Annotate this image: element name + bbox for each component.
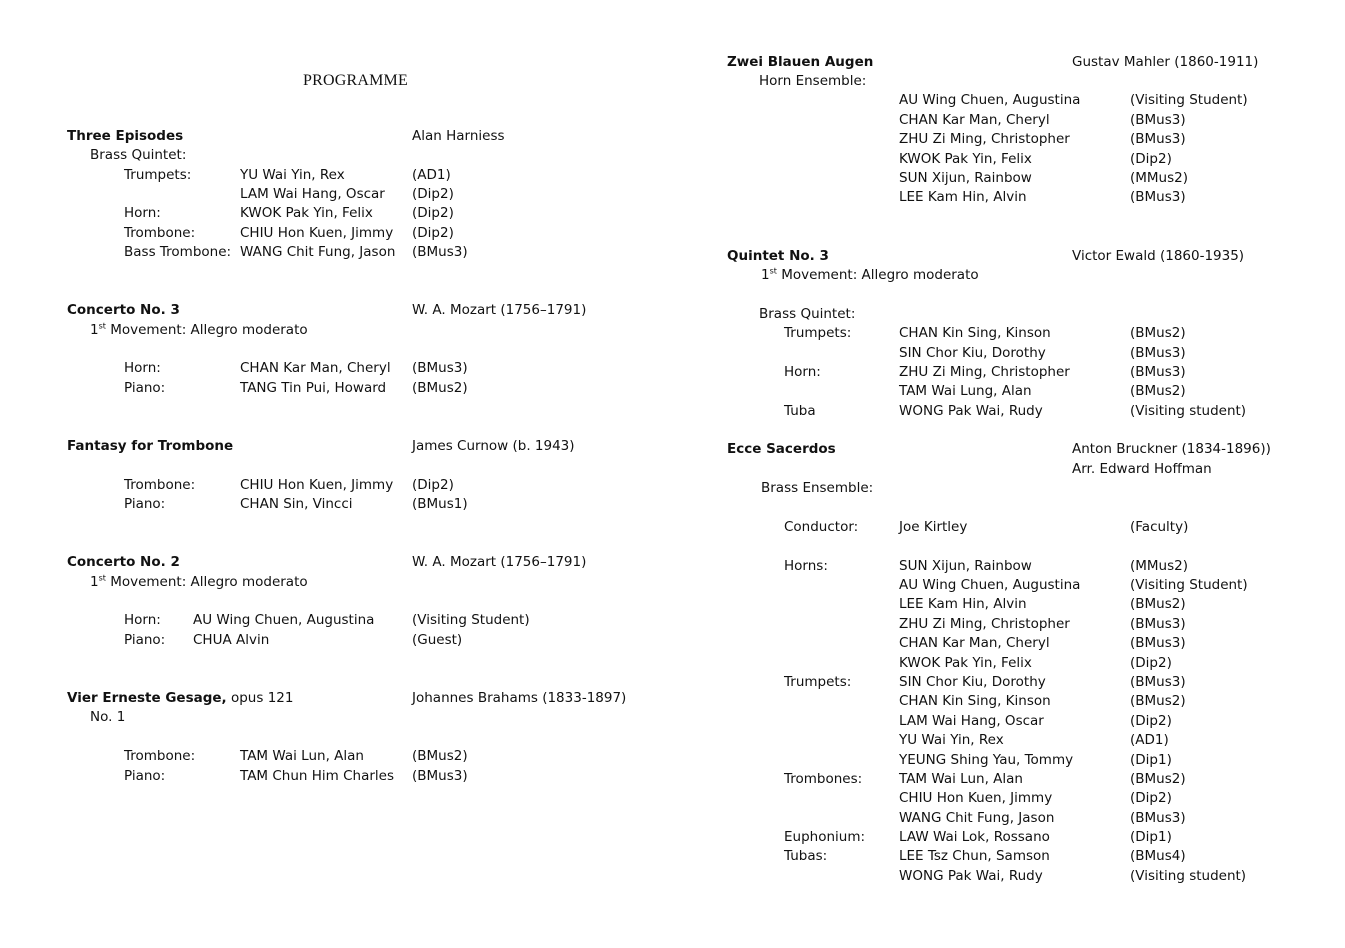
piece-title: Zwei Blauen Augen — [727, 54, 874, 70]
performer-name: TAM Wai Lung, Alan — [899, 383, 1032, 399]
performer-name: SUN Xijun, Rainbow — [899, 558, 1032, 574]
performer-name: LAM Wai Hang, Oscar — [899, 713, 1044, 729]
role-label: Horns: — [784, 558, 828, 574]
performer-name: TAM Wai Lun, Alan — [240, 748, 364, 764]
movement-label: No. 1 — [90, 709, 126, 725]
performer-name: TANG Tin Pui, Howard — [240, 380, 387, 396]
performer-name: Joe Kirtley — [899, 519, 968, 535]
role-label: Trumpets: — [124, 167, 192, 183]
performer-level: (Visiting Student) — [1130, 577, 1248, 593]
performer-name: YU Wai Yin, Rex — [899, 732, 1004, 748]
performer-name: CHAN Kar Man, Cheryl — [899, 112, 1050, 128]
performer-level: (Visiting Student) — [412, 612, 530, 628]
movement-text: Movement: Allegro moderato — [776, 267, 979, 283]
performer-name: ZHU Zi Ming, Christopher — [899, 616, 1070, 632]
performer-name: WANG Chit Fung, Jason — [240, 244, 396, 260]
performer-name: CHAN Sin, Vincci — [240, 496, 353, 512]
performer-level: (Dip2) — [412, 205, 454, 221]
performer-level: (BMus3) — [1130, 635, 1186, 651]
composer: Anton Bruckner (1834-1896)) — [1072, 441, 1271, 457]
role-label: Horn: — [124, 612, 161, 628]
performer-level: (Faculty) — [1130, 519, 1189, 535]
performer-level: (Dip2) — [1130, 655, 1172, 671]
piece-title: Quintet No. 3 — [727, 248, 829, 264]
performer-name: LEE Kam Hin, Alvin — [899, 189, 1027, 205]
performer-name: LEE Tsz Chun, Samson — [899, 848, 1050, 864]
piece-title-line — [67, 689, 293, 708]
performer-name: ZHU Zi Ming, Christopher — [899, 364, 1070, 380]
role-label: Trombone: — [124, 225, 196, 241]
performer-level: (BMus2) — [1130, 325, 1186, 341]
performer-name: CHAN Kin Sing, Kinson — [899, 325, 1051, 341]
performer-level: (Dip2) — [1130, 713, 1172, 729]
performer-name: CHIU Hon Kuen, Jimmy — [899, 790, 1053, 806]
performer-level: (MMus2) — [1130, 558, 1189, 574]
performer-level: (MMus2) — [1130, 170, 1189, 186]
role-label: Conductor: — [784, 519, 859, 535]
performer-level: (Dip2) — [412, 186, 454, 202]
performer-name: WONG Pak Wai, Rudy — [899, 868, 1043, 884]
role-label: Trombone: — [124, 748, 196, 764]
performer-name: WONG Pak Wai, Rudy — [899, 403, 1043, 419]
movement-label — [761, 266, 979, 285]
role-label: Bass Trombone: — [124, 244, 232, 260]
role-label: Horn: — [124, 205, 161, 221]
performer-level: (Dip1) — [1130, 829, 1172, 845]
performer-name: CHUA Alvin — [193, 632, 270, 648]
performer-level: (Dip1) — [1130, 752, 1172, 768]
performer-level: (BMus3) — [1130, 616, 1186, 632]
piece-title: Concerto No. 3 — [67, 302, 180, 318]
performer-level: (BMus2) — [412, 380, 468, 396]
performer-name: SIN Chor Kiu, Dorothy — [899, 345, 1046, 361]
performer-name: KWOK Pak Yin, Felix — [899, 151, 1032, 167]
role-label: Trombones: — [784, 771, 863, 787]
movement-number: 1 — [761, 267, 770, 283]
performer-name: LAM Wai Hang, Oscar — [240, 186, 385, 202]
performer-level: (BMus3) — [1130, 131, 1186, 147]
performer-name: AU Wing Chuen, Augustina — [899, 92, 1081, 108]
performer-name: CHIU Hon Kuen, Jimmy — [240, 225, 394, 241]
performer-name: KWOK Pak Yin, Felix — [899, 655, 1032, 671]
role-label: Tubas: — [784, 848, 828, 864]
performer-level: (BMus3) — [1130, 345, 1186, 361]
role-label: Piano: — [124, 496, 166, 512]
performer-name: SIN Chor Kiu, Dorothy — [899, 674, 1046, 690]
performer-name: AU Wing Chuen, Augustina — [899, 577, 1081, 593]
performer-level: (AD1) — [412, 167, 451, 183]
movement-text: Movement: Allegro moderato — [105, 574, 308, 590]
ordinal-suffix: st — [98, 573, 106, 583]
performer-name: WANG Chit Fung, Jason — [899, 810, 1055, 826]
performer-level: (Dip2) — [412, 225, 454, 241]
performer-name: SUN Xijun, Rainbow — [899, 170, 1032, 186]
role-label: Piano: — [124, 768, 166, 784]
performer-name: CHIU Hon Kuen, Jimmy — [240, 477, 394, 493]
performer-level: (BMus3) — [412, 360, 468, 376]
performer-level: (BMus2) — [412, 748, 468, 764]
performer-level: (AD1) — [1130, 732, 1169, 748]
performer-level: (BMus2) — [1130, 693, 1186, 709]
performer-name: TAM Chun Him Charles — [240, 768, 394, 784]
arranger: Arr. Edward Hoffman — [1072, 461, 1212, 477]
performer-name: AU Wing Chuen, Augustina — [193, 612, 375, 628]
performer-level: (BMus2) — [1130, 596, 1186, 612]
piece-title: Three Episodes — [67, 128, 184, 144]
performer-level: (BMus3) — [412, 768, 468, 784]
performer-level: (Visiting Student) — [1130, 92, 1248, 108]
performer-level: (BMus3) — [1130, 112, 1186, 128]
opus-number: opus 121 — [226, 690, 294, 706]
composer: W. A. Mozart (1756–1791) — [412, 302, 587, 318]
role-label: Trumpets: — [784, 325, 852, 341]
piece-title: Fantasy for Trombone — [67, 438, 234, 454]
performer-name: CHAN Kin Sing, Kinson — [899, 693, 1051, 709]
performer-level: (BMus3) — [1130, 810, 1186, 826]
performer-level: (BMus4) — [1130, 848, 1186, 864]
role-label: Horn: — [784, 364, 821, 380]
role-label: Horn: — [124, 360, 161, 376]
composer: James Curnow (b. 1943) — [412, 438, 575, 454]
performer-name: ZHU Zi Ming, Christopher — [899, 131, 1070, 147]
performer-name: CHAN Kar Man, Cheryl — [240, 360, 391, 376]
performer-name: YU Wai Yin, Rex — [240, 167, 345, 183]
movement-number: 1 — [90, 574, 99, 590]
movement-label — [90, 321, 308, 340]
piece-title: Concerto No. 2 — [67, 554, 180, 570]
performer-level: (BMus3) — [412, 244, 468, 260]
performer-level: (BMus1) — [412, 496, 468, 512]
performer-name: TAM Wai Lun, Alan — [899, 771, 1023, 787]
composer: Gustav Mahler (1860-1911) — [1072, 54, 1259, 70]
movement-text: Movement: Allegro moderato — [105, 322, 308, 338]
composer: Victor Ewald (1860-1935) — [1072, 248, 1245, 264]
performer-level: (Visiting student) — [1130, 868, 1247, 884]
ordinal-suffix: st — [98, 321, 106, 331]
ensemble-label: Horn Ensemble: — [759, 73, 867, 89]
ordinal-suffix: st — [769, 266, 777, 276]
role-label: Piano: — [124, 632, 166, 648]
movement-label — [90, 573, 308, 592]
performer-level: (Dip2) — [412, 477, 454, 493]
ensemble-label: Brass Ensemble: — [761, 480, 874, 496]
performer-level: (BMus2) — [1130, 771, 1186, 787]
movement-number: 1 — [90, 322, 99, 338]
performer-level: (BMus3) — [1130, 364, 1186, 380]
performer-name: KWOK Pak Yin, Felix — [240, 205, 373, 221]
performer-level: (Dip2) — [1130, 151, 1172, 167]
performer-level: (Visiting student) — [1130, 403, 1247, 419]
performer-level: (BMus3) — [1130, 189, 1186, 205]
composer: W. A. Mozart (1756–1791) — [412, 554, 587, 570]
page-title: PROGRAMME — [303, 72, 408, 89]
composer: Johannes Brahams (1833-1897) — [412, 690, 627, 706]
performer-name: CHAN Kar Man, Cheryl — [899, 635, 1050, 651]
role-label: Euphonium: — [784, 829, 866, 845]
ensemble-label: Brass Quintet: — [759, 306, 856, 322]
performer-name: LAW Wai Lok, Rossano — [899, 829, 1050, 845]
role-label: Tuba — [784, 403, 816, 419]
performer-level: (Guest) — [412, 632, 463, 648]
composer: Alan Harniess — [412, 128, 505, 144]
role-label: Trumpets: — [784, 674, 852, 690]
performer-level: (BMus2) — [1130, 383, 1186, 399]
piece-title: Ecce Sacerdos — [727, 441, 836, 457]
ensemble-label: Brass Quintet: — [90, 147, 187, 163]
role-label: Trombone: — [124, 477, 196, 493]
performer-level: (BMus3) — [1130, 674, 1186, 690]
role-label: Piano: — [124, 380, 166, 396]
performer-name: YEUNG Shing Yau, Tommy — [899, 752, 1074, 768]
piece-title: Vier Erneste Gesage, — [67, 690, 227, 706]
performer-name: LEE Kam Hin, Alvin — [899, 596, 1027, 612]
performer-level: (Dip2) — [1130, 790, 1172, 806]
